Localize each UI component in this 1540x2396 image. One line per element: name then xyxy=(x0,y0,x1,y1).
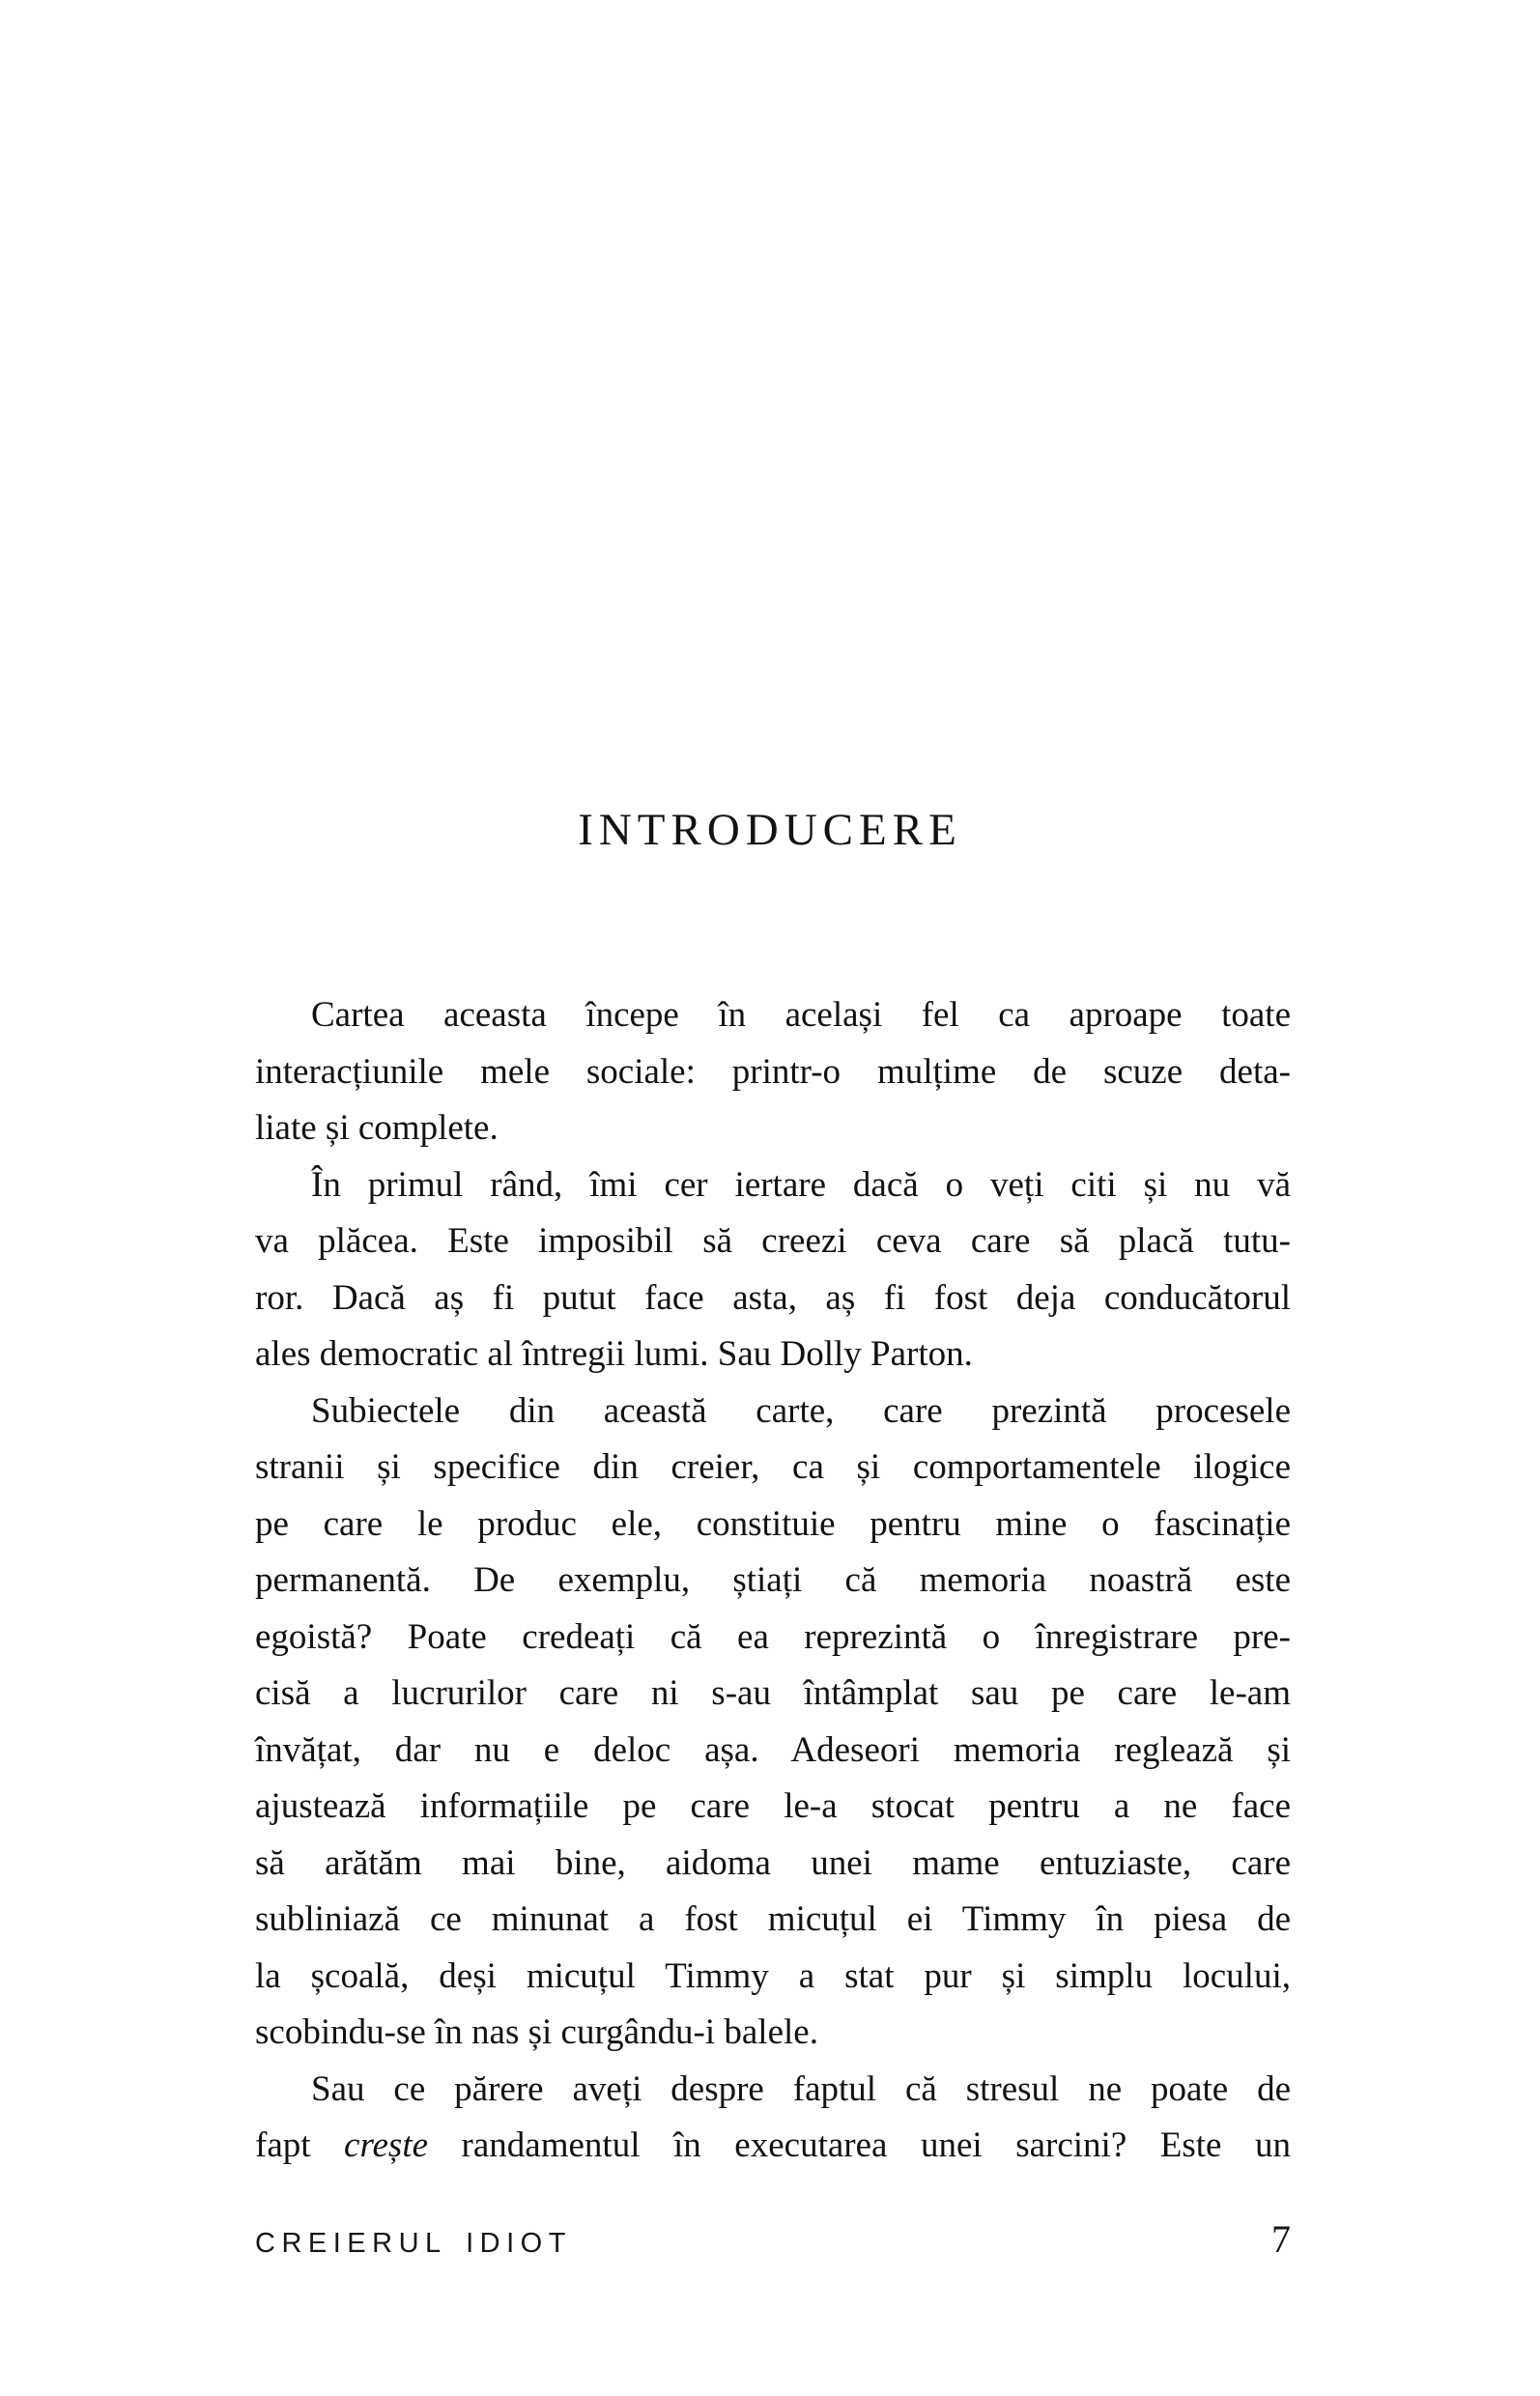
body-line: permanentă. De exemplu, știați că memoria noastră este xyxy=(255,1560,1291,1600)
body-line: Subiectele din această carte, care prezintă procesele xyxy=(311,1390,1291,1431)
body-line: Cartea aceasta începe în același fel ca aproape toate xyxy=(311,995,1291,1035)
body-line: ror. Dacă aș fi putut face asta, aș fi fost deja conducătorul xyxy=(255,1277,1291,1318)
page-number: 7 xyxy=(1271,2217,1291,2261)
body-line: În primul rând, îmi cer iertare dacă o veți citi și nu vă xyxy=(311,1164,1291,1205)
body-line: interacțiunile mele sociale: printr-o mulțime de scuze deta- xyxy=(255,1051,1291,1092)
body-line: va plăcea. Este imposibil să creezi ceva care să placă tutu- xyxy=(255,1221,1291,1261)
body-line: egoistă? Poate credeați că ea reprezintă o înregistrare pre- xyxy=(255,1616,1291,1657)
body-text xyxy=(255,987,1291,2175)
running-head-book-title: CREIERUL IDIOT xyxy=(255,2228,572,2259)
body-line: fapt crește randamentul în executarea unei sarcini? Este un xyxy=(255,2125,1291,2165)
chapter-title: INTRODUCERE xyxy=(578,805,962,855)
body-line: la școală, deși micuțul Timmy a stat pur și simplu locului, xyxy=(255,1955,1291,1996)
body-line: învățat, dar nu e deloc așa. Adeseori memoria reglează și xyxy=(255,1729,1291,1770)
body-line: să arătăm mai bine, aidoma unei mame entuziaste, care xyxy=(255,1842,1291,1883)
page-footer xyxy=(255,2216,1291,2262)
paragraph xyxy=(255,1383,1291,2062)
paragraph xyxy=(255,2062,1291,2175)
body-line: liate și complete. xyxy=(255,1108,499,1148)
paragraph xyxy=(255,1157,1291,1383)
body-line: ajustează informațiile pe care le-a stocat pentru a ne face xyxy=(255,1786,1291,1826)
body-line: subliniază ce minunat a fost micuțul ei Timmy în piesa de xyxy=(255,1899,1291,1939)
body-line: cisă a lucrurilor care ni s-au întâmplat sau pe care le-am xyxy=(255,1673,1291,1713)
body-line: ales democratic al întregii lumi. Sau Dolly Parton. xyxy=(255,1334,973,1374)
body-line: stranii și specifice din creier, ca și comportamentele ilogice xyxy=(255,1447,1291,1487)
paragraph xyxy=(255,987,1291,1157)
body-line: Sau ce părere aveți despre faptul că stresul ne poate de xyxy=(311,2068,1291,2109)
body-line: scobindu-se în nas și curgându-i balele. xyxy=(255,2012,818,2052)
body-line: pe care le produc ele, constituie pentru mine o fascinație xyxy=(255,1503,1291,1544)
